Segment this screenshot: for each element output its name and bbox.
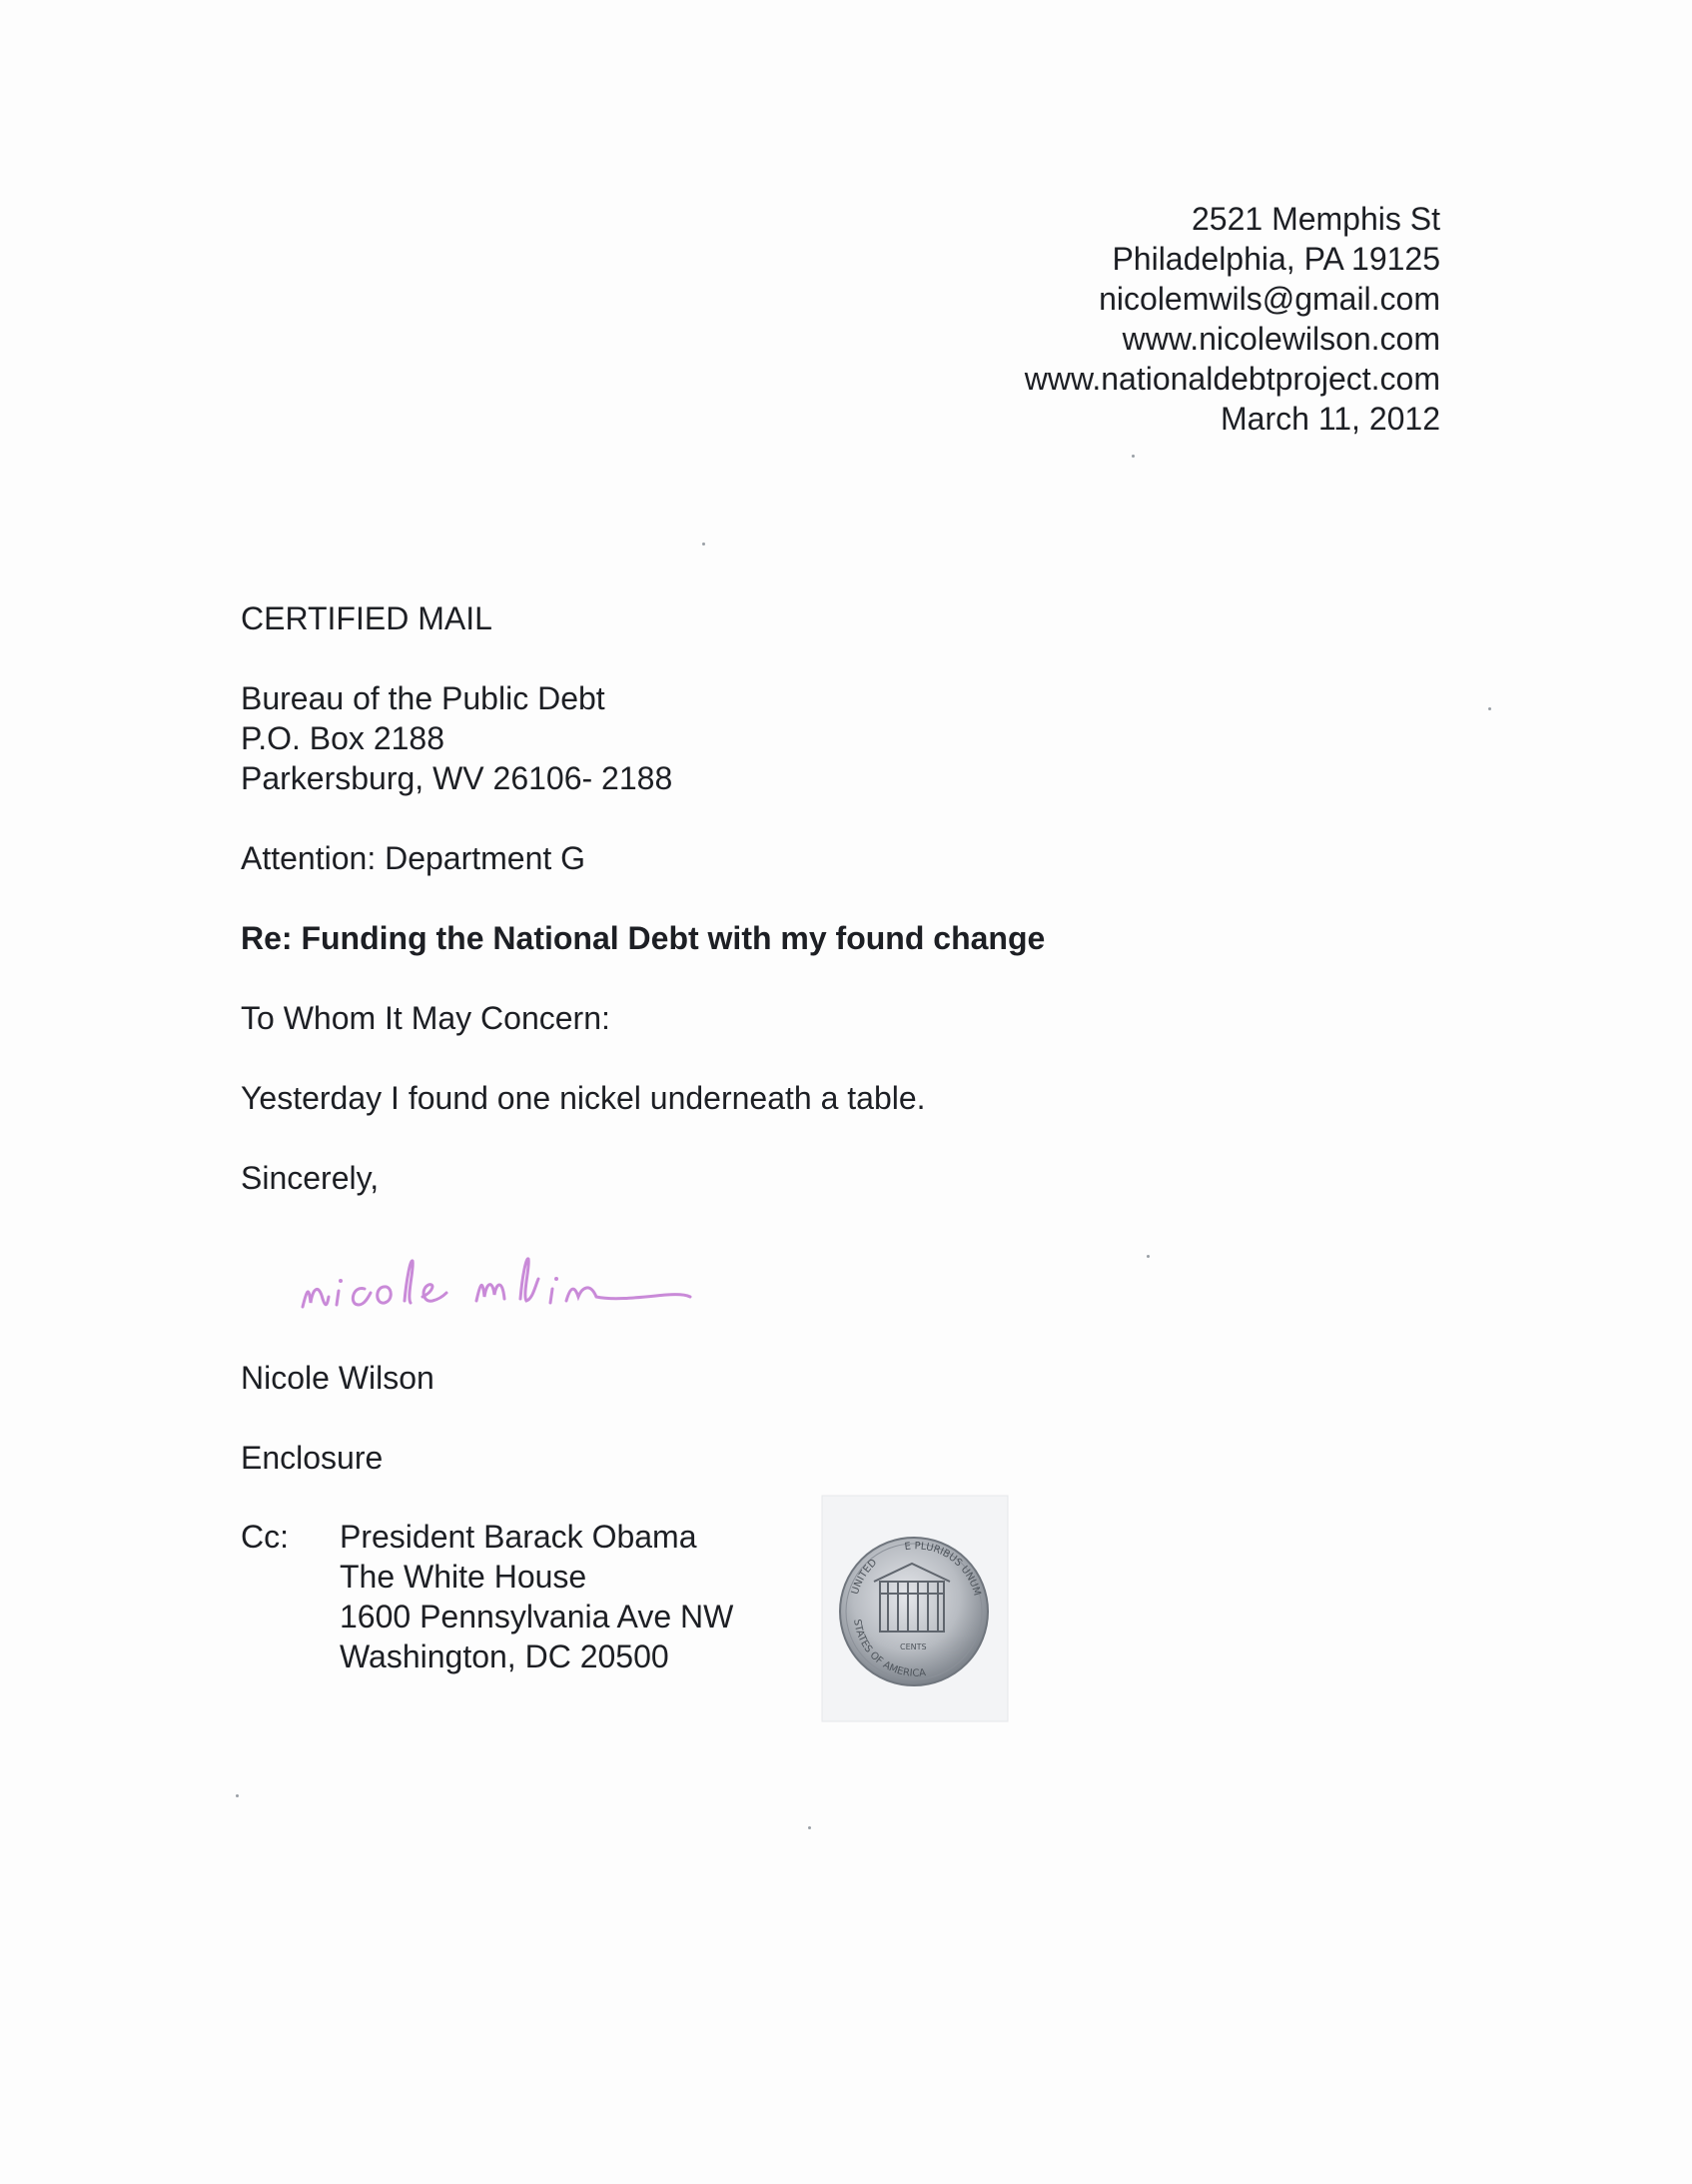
- recipient-name: Bureau of the Public Debt: [241, 680, 605, 716]
- scan-speck: [1147, 1255, 1150, 1258]
- attention-line: Attention: Department G: [241, 840, 586, 876]
- sender-website-personal: www.nicolewilson.com: [1122, 321, 1440, 357]
- closing: Sincerely,: [241, 1160, 380, 1196]
- scan-speck: [1132, 455, 1135, 458]
- taped-nickel-image: [814, 1494, 1014, 1723]
- sender-website-project: www.nationaldebtproject.com: [1024, 361, 1440, 397]
- cc-line: Washington, DC 20500: [340, 1638, 669, 1674]
- cc-address: [340, 1517, 733, 1676]
- letter-date: March 11, 2012: [1221, 401, 1440, 437]
- recipient-address-block: [241, 678, 672, 798]
- recipient-po-box: P.O. Box 2188: [241, 720, 444, 756]
- coin-denomination: CENTS: [900, 1642, 927, 1651]
- cc-line: 1600 Pennsylvania Ave NW: [340, 1599, 734, 1635]
- cc-line: President Barack Obama: [340, 1519, 697, 1555]
- scan-speck: [236, 1794, 239, 1797]
- subject-line: Re: Funding the National Debt with my found change: [241, 920, 1046, 956]
- sender-street: 2521 Memphis St: [1191, 201, 1440, 237]
- coin-legend-left: UNITED: [849, 1557, 880, 1597]
- coin-legend-top: E PLURIBUS UNUM: [903, 1541, 983, 1598]
- scan-speck: [808, 1826, 811, 1829]
- sender-city-state-zip: Philadelphia, PA 19125: [1112, 241, 1440, 277]
- scan-speck: [702, 543, 705, 546]
- signer-name: Nicole Wilson: [241, 1360, 434, 1396]
- coin-legend-bottom: STATES OF AMERICA: [851, 1619, 927, 1679]
- letter-body: Yesterday I found one nickel underneath a table.: [241, 1080, 926, 1116]
- recipient-city-state-zip: Parkersburg, WV 26106- 2188: [241, 760, 673, 796]
- salutation: To Whom It May Concern:: [241, 1000, 610, 1036]
- sender-address-block: [1025, 199, 1440, 439]
- sender-email: nicolemwils@gmail.com: [1099, 281, 1440, 317]
- cc-label: Cc:: [241, 1519, 289, 1555]
- enclosure-note: Enclosure: [241, 1440, 384, 1476]
- handwritten-signature: [295, 1239, 744, 1339]
- cc-line: The White House: [340, 1559, 587, 1595]
- scan-speck: [1488, 707, 1491, 710]
- mail-type-heading: CERTIFIED MAIL: [241, 600, 492, 636]
